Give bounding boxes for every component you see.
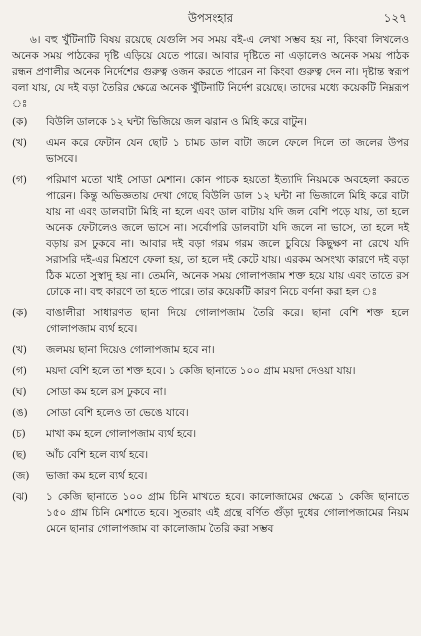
list-item xyxy=(12,426,409,442)
list-item xyxy=(12,172,409,300)
list-item-label: (চ) xyxy=(12,428,26,440)
list-item-label: (গ) xyxy=(12,365,27,377)
list-item-label: (গ) xyxy=(12,174,27,186)
list-item-text: সোডা বেশি হলেও তা ভেঙে যাবে। xyxy=(46,407,189,419)
list-item xyxy=(12,342,409,358)
list-item-label: (ঝ) xyxy=(12,491,28,503)
list-item-text: জলময় ছানা দিয়েও গোলাপজাম হবে না। xyxy=(46,344,215,356)
list-item xyxy=(12,447,409,463)
list-item-label: (খ) xyxy=(12,137,27,149)
list-item-label: (ঘ) xyxy=(12,386,27,398)
list-item-text: ময়দা বেশি হলে তা শক্ত হবে। ১ কেজি ছানাতে ১০০ গ্রাম ময়দা দেওয়া যায়। xyxy=(46,365,356,377)
list-item xyxy=(12,363,409,379)
page-header xyxy=(12,6,409,28)
list-item xyxy=(12,305,409,337)
list-item-label: (খ) xyxy=(12,344,27,356)
list-item xyxy=(12,405,409,421)
list-item xyxy=(12,468,409,484)
list-item-text: সোডা কম হলে রস ঢুকবে না। xyxy=(46,386,167,398)
chapter-title: উপসংহার xyxy=(187,11,233,25)
list-dahi-vada-steps xyxy=(12,114,409,300)
list-item-text: বিউলি ডালকে ১২ ঘন্টা ভিজিয়ে জল ঝরান ও মিহি করে বাটুন। xyxy=(46,116,308,128)
list-item xyxy=(12,135,409,167)
list-item-text: পরিমাণ মতো খাই সোডা মেশান। কোন পাচক হয়তো ইত্যাদি নিয়মকে অবহেলা করতে পারেন। কিন্তু অভিজ্ঞতায় দেখা গেছে বিউলি ডাল ১২ ঘন্টা না ভিজালে মিহি করে বাটা যায় না এবং ডালবাটা মিহি না হলে এবং ডাল বাটায় যদি জল বেশি পড়ে যায়, তা হলে অনেক ফেটালেও জলে ভাসে না। সর্বোপরি ডালবাটা যদি জলে না ভাসে, তা হলে দই বড়ায় রস ঢুকবে না। আবার দই বড়া গরম গরম জলে চুবিয়ে কিছুক্ষণ না রেখে যদি সরাসরি দই-এর মিশ্রণে ফেলা হয়, তা হলে দই কেটে যায়। এরকম অসংখ্য কারণে দই বড়া ঠিক মতো সুস্বাদু হয় না। তেমনি, অনেক সময় গোলাপজাম শক্ত হয়ে যায় এবং তাতে রস ঢোকে না। বহু কারণে তা হতে পারে। তার কয়েকটি কারণ নিচে বর্ণনা করা হল ঃ xyxy=(46,174,409,298)
list-item-label: (জ) xyxy=(12,470,30,482)
list-item-text: মাখা কম হলে গোলাপজাম ব্যর্থ হবে। xyxy=(46,428,197,440)
list-item xyxy=(12,384,409,400)
list-item xyxy=(12,489,409,537)
list-item-label: (ক) xyxy=(12,116,28,128)
list-item-text: বাঙালীরা সাধারণত ছানা দিয়ে গোলাপজাম তৈরি করে। ছানা বেশি শক্ত হলে গোলাপজাম ব্যর্থ হবে। xyxy=(46,307,409,335)
list-item-text: আঁচ বেশি হলে ব্যর্থ হবে। xyxy=(46,449,149,461)
list-item-text: এমন করে ফেটান যেন ছোট ১ চামচ ডাল বাটা জলে ফেলে দিলে তা জলের উপর ভাসবে। xyxy=(46,137,409,165)
list-item-text: ১ কেজি ছানাতে ১০০ গ্রাম চিনি মাখতে হবে। কালোজামের ক্ষেত্রে ১ কেজি ছানাতে ১৫০ গ্রাম চিনি মেশাতে হবে। সুতরাং এই গ্রন্থে বর্ণিত গুঁড়া দুধের গোলাপজামের নিয়ম মেনে ছানার গোলাপজাম বা কালোজাম তৈরি করা সম্ভব xyxy=(46,491,409,535)
page-number: ১২৭ xyxy=(383,11,407,25)
list-golapjam-reasons xyxy=(12,305,409,537)
list-item-label: (ঙ) xyxy=(12,407,28,419)
list-item-label: (ছ) xyxy=(12,449,27,461)
intro-paragraph: ৬। বহু খুঁটিনাটি বিষয় রয়েছে যেগুলি সব সময় বই-এ লেখা সম্ভব হয় না, কিংবা লিখলেও অনেক সময় পাঠকের দৃষ্টি এড়িয়ে যেতে পারে। আবার দৃষ্টিতে না এড়ালেও অনেক সময় পাঠক রন্ধন প্রণালীর অনেক নির্দেশের গুরুত্ব ওজন করতে পারেন না কিংবা গুরুত্ব দেন না। দৃষ্টান্ত স্বরূপ বলা যায়, যে দই বড়া তৈরির ক্ষেত্রে অনেক খুঁটিনাটি নির্দেশ রয়েছে। তাদের মধ্যে কয়েকটি নিম্নরূপ ঃ xyxy=(12,34,409,110)
list-item-label: (ক) xyxy=(12,307,28,319)
list-item-text: ভাজা কম হলে ব্যর্থ হবে। xyxy=(46,470,148,482)
list-item xyxy=(12,114,409,130)
